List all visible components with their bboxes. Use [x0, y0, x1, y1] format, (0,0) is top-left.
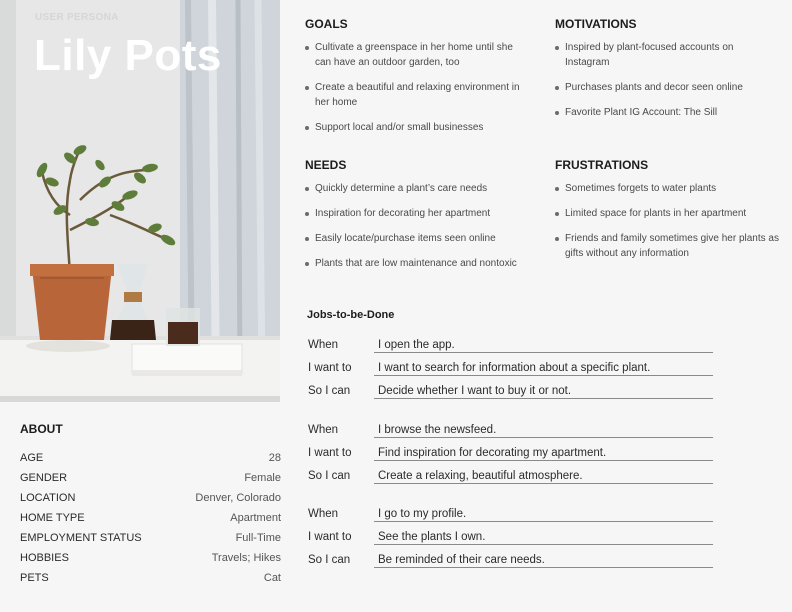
jtbd-group-3 [308, 499, 713, 568]
about-key: HOME TYPE [20, 512, 85, 524]
about-row-pets [20, 568, 281, 588]
jtbd-row-when [308, 415, 713, 438]
about-row-gender [20, 468, 281, 488]
about-key: LOCATION [20, 492, 76, 504]
goals-title: GOALS [305, 17, 348, 31]
jtbd-row-want [308, 353, 713, 376]
list-item: Sometimes forgets to water plants [555, 181, 780, 196]
about-key: GENDER [20, 472, 68, 484]
about-key: AGE [20, 452, 44, 464]
list-item: Friends and family sometimes give her plants as gifts without any information [555, 231, 780, 261]
jtbd-value: Decide whether I want to buy it or not. [374, 385, 713, 399]
jtbd-label-when: When [308, 508, 339, 520]
about-section [20, 422, 281, 588]
about-value: Female [244, 472, 281, 484]
about-key: EMPLOYMENT STATUS [20, 532, 142, 544]
jtbd-row-when [308, 499, 713, 522]
about-row-age [20, 448, 281, 468]
jtbd-value: Create a relaxing, beautiful atmosphere. [374, 470, 713, 484]
list-item: Plants that are low maintenance and nontoxic [305, 256, 530, 271]
persona-name: Lily Pots [34, 31, 222, 80]
goals-section [305, 17, 530, 145]
jtbd-row-want [308, 522, 713, 545]
list-item: Quickly determine a plant’s care needs [305, 181, 530, 196]
list-item: Inspiration for decorating her apartment [305, 206, 530, 221]
list-item: Purchases plants and decor seen online [555, 80, 780, 95]
jtbd-value: I go to my profile. [374, 508, 713, 522]
jtbd-value: Find inspiration for decorating my apartment. [374, 447, 713, 461]
about-key: HOBBIES [20, 552, 69, 564]
jtbd-label-when: When [308, 339, 339, 351]
about-value: Apartment [230, 512, 281, 524]
list-item: Support local and/or small businesses [305, 120, 530, 135]
persona-label: USER PERSONA [35, 12, 119, 23]
list-item: Inspired by plant-focused accounts on Instagram [555, 40, 780, 70]
frustrations-section [555, 158, 780, 271]
list-item: Cultivate a greenspace in her home until she can have an outdoor garden, too [305, 40, 530, 70]
jtbd-value: I browse the newsfeed. [374, 424, 713, 438]
about-title: ABOUT [20, 422, 63, 436]
about-value: 28 [268, 452, 281, 464]
jtbd-group-2 [308, 415, 713, 484]
jtbd-title: Jobs-to-be-Done [307, 309, 395, 321]
about-row-location [20, 488, 281, 508]
jtbd-value: I want to search for information about a specific plant. [374, 362, 713, 376]
motivations-section [555, 17, 780, 130]
jtbd-label-so: So I can [308, 554, 351, 566]
jtbd-row-when [308, 330, 713, 353]
jtbd-label-want: I want to [308, 362, 352, 374]
jtbd-group-1 [308, 330, 713, 399]
jtbd-value: See the plants I own. [374, 531, 713, 545]
about-value: Cat [263, 572, 281, 584]
needs-title: NEEDS [305, 158, 347, 172]
jtbd-row-so [308, 545, 713, 568]
jtbd-row-want [308, 438, 713, 461]
jtbd-row-so [308, 461, 713, 484]
motivations-title: MOTIVATIONS [555, 17, 637, 31]
jtbd-value: Be reminded of their care needs. [374, 554, 713, 568]
jtbd-row-so [308, 376, 713, 399]
jtbd-label-so: So I can [308, 385, 351, 397]
about-value: Denver, Colorado [195, 492, 281, 504]
list-item: Easily locate/purchase items seen online [305, 231, 530, 246]
about-row-home-type [20, 508, 281, 528]
about-row-employment [20, 528, 281, 548]
list-item: Favorite Plant IG Account: The Sill [555, 105, 780, 120]
jtbd-label-when: When [308, 424, 339, 436]
jtbd-label-so: So I can [308, 470, 351, 482]
jtbd-label-want: I want to [308, 447, 352, 459]
about-value: Full-Time [235, 532, 281, 544]
frustrations-title: FRUSTRATIONS [555, 158, 649, 172]
about-row-hobbies [20, 548, 281, 568]
jtbd-label-want: I want to [308, 531, 352, 543]
list-item: Create a beautiful and relaxing environment in her home [305, 80, 530, 110]
needs-section [305, 158, 530, 281]
list-item: Limited space for plants in her apartment [555, 206, 780, 221]
persona-photo [0, 0, 280, 402]
jtbd-value: I open the app. [374, 339, 713, 353]
about-value: Travels; Hikes [211, 552, 281, 564]
about-key: PETS [20, 572, 49, 584]
